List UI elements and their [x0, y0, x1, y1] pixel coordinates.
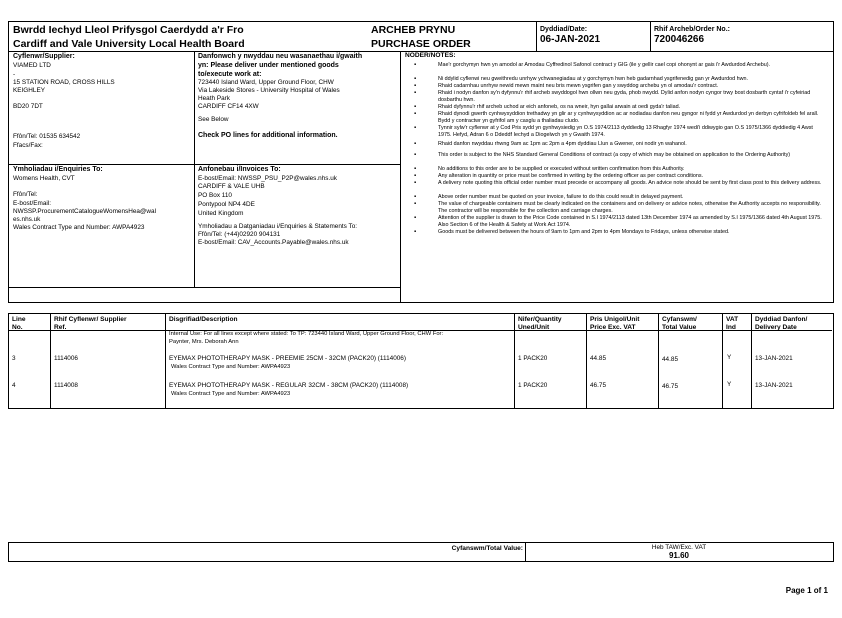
- note-text: No additions to this order are to be supplied or executed without written confirmation from this Authority.: [438, 166, 685, 172]
- note-text: Rhaid dynodi gwerth cynhwysyddion trethadwy yn glir ar y cynhwysyddion ac ar nodiadau danfon neu gyngor ni fydd yr Awdurdod yn derbyn cyfrifoldeb fel arall. Bydd y contractwr yn gyfrifol am y casglu a thaliadau cludo.: [438, 111, 819, 124]
- note-text: Goods must be delivered between the hours of 9am to 1pm and 2pm to 4pm Mondays to Fridays, unless otherwise stated.: [438, 229, 730, 235]
- enquiries-phone: Ffôn/Tel:: [13, 190, 38, 198]
- cell-delivery-date: 13-JAN-2021: [755, 355, 793, 362]
- column-header-total: [662, 316, 697, 332]
- cell-total: 46.75: [662, 383, 678, 390]
- note-text: Attention of the supplier is drawn to the Price Code contained in S.I 1974/2113 dated 13th December 1974 as amended by S.I 1975/1366 dated 4th August 1975. Also Section 6 of the Health & Safety at Work Act 1974.: [438, 215, 822, 228]
- note-text: The value of chargeable containers must be clearly indicated on the containers and on delivery or advice notes, otherwise the Authority accepts no responsibility. The contractor will be responsible for the collection and carriage charges.: [438, 201, 821, 214]
- bullet-icon: ▪: [414, 229, 417, 235]
- invoices-label: Anfonebau i/Invoices To:: [198, 166, 281, 173]
- column-divider: [722, 314, 723, 408]
- bullet-icon: ▪: [414, 166, 417, 172]
- note-item: [414, 125, 822, 138]
- cell-unit-price: 44.85: [590, 355, 606, 362]
- enquiries-name: Womens Health, CVT: [13, 174, 75, 182]
- delivery-heading-3: to/execute work at:: [198, 70, 262, 78]
- totals-box: [8, 542, 834, 562]
- invoices-town: Pontypool NP4 4DE: [198, 200, 255, 208]
- supplier-section: [13, 53, 191, 150]
- cell-vat: Y: [727, 381, 732, 388]
- bullet-icon: ▪: [414, 194, 417, 200]
- column-header-line-no: [12, 316, 26, 332]
- notes-section: [402, 52, 832, 286]
- note-item: [414, 62, 822, 69]
- column-header-delivery-date: [755, 316, 807, 332]
- note-item: [414, 194, 822, 201]
- delivery-address-3: Heath Park: [198, 95, 230, 103]
- statements-email[interactable]: E-bost/Email: CAV_Accounts.Payable@wales.nhs.uk: [198, 238, 349, 246]
- header-text: No.: [12, 324, 23, 331]
- column-header-vat: [726, 316, 738, 332]
- supplier-name: VIAMED LTD: [13, 61, 51, 69]
- bullet-icon: ▪: [414, 125, 417, 131]
- cell-description: EYEMAX PHOTOTHERAPY MASK - PREEMIE 25CM - 32CM (PACK20) (1114006): [169, 355, 406, 362]
- bullet-icon: ▪: [414, 104, 417, 110]
- cell-total: 44.85: [662, 356, 678, 363]
- organisation-name: [13, 23, 245, 51]
- header-text: VAT: [726, 316, 739, 323]
- header-text: Line: [12, 316, 26, 323]
- header-text: Rhif Cyflenwr/ Supplier: [54, 316, 127, 323]
- order-date: [540, 25, 600, 46]
- cell-line-no: 3: [12, 355, 16, 362]
- note-item: [414, 152, 822, 159]
- title-english: PURCHASE ORDER: [371, 38, 471, 50]
- delivery-heading-2: yn: Please deliver under mentioned goods: [198, 61, 339, 69]
- enquiries-email-2[interactable]: es.nhs.uk: [13, 215, 41, 223]
- column-divider: [514, 314, 515, 408]
- date-label: Dyddiad/Date:: [540, 26, 588, 33]
- divider: [650, 22, 651, 52]
- note-item: [414, 76, 822, 83]
- page-number: Page 1 of 1: [785, 586, 828, 595]
- note-text: Mae'r gorchymyn hwn yn amodol ar Amodau Cyffredinol Safonol contract y GIG (ile y gellir cael copi ohonynt ar gais i'r Awdurdod Archebu).: [438, 62, 771, 68]
- note-item: [414, 90, 822, 103]
- bullet-icon: ▪: [414, 201, 417, 207]
- cell-contract: Wales Contract Type and Number: AWPA4923: [171, 391, 291, 397]
- note-item: [414, 141, 822, 148]
- header-text: Pris Unigol/Unit: [590, 316, 640, 323]
- invoices-section: [198, 166, 398, 247]
- cell-unit-price: 46.75: [590, 382, 606, 389]
- exc-vat-label: Heb TAW/Exc. VAT: [651, 544, 707, 551]
- order-no-label: Rhif Archeb/Order No.:: [654, 26, 730, 33]
- note-text: This order is subject to the NHS Standard General Conditions of contract (a copy of which may be obtained on application to the Ordering Authority): [438, 152, 791, 158]
- cell-description: EYEMAX PHOTOTHERAPY MASK - REGULAR 32CM - 38CM (PACK20) (1114008): [169, 382, 409, 389]
- note-item: [414, 166, 822, 173]
- supplier-label: Cyflenwr/Supplier:: [13, 53, 75, 60]
- divider: [194, 52, 195, 288]
- header-text: Disgrifiad/Description: [169, 316, 238, 323]
- note-text: A delivery note quoting this official order number must precede or accompany all goods. An advice note should be sent by first class post to this delivery address.: [438, 180, 822, 186]
- note-item: [414, 201, 822, 214]
- enquiries-email-label: E-bost/Email:: [13, 199, 52, 207]
- notes-label: NODER/NOTES:: [405, 52, 456, 59]
- note-item: [414, 180, 822, 187]
- delivery-section: [198, 53, 398, 141]
- bullet-icon: ▪: [414, 90, 417, 96]
- invoices-po-box: PO Box 110: [198, 191, 232, 199]
- statements-phone: Ffôn/Tel: (+44)02920 904131: [198, 230, 281, 238]
- org-name-welsh: Bwrdd Iechyd Lleol Prifysgol Caerdydd a'r Fro: [13, 24, 244, 36]
- note-item: [414, 215, 822, 228]
- header-text: Price Exc. VAT: [590, 324, 636, 331]
- enquiries-email-1[interactable]: NWSSP.ProcurementCatalogueWomensHea@wal: [13, 207, 157, 215]
- header-text: Delivery Date: [755, 324, 797, 331]
- note-text: Any alteration in quantity or price must be confirmed in writing by the ordering officer as per contract conditions.: [438, 173, 704, 179]
- header-text: Nifer/Quantity: [518, 316, 562, 323]
- header-text: Ref.: [54, 324, 67, 331]
- order-no-value: 720046266: [654, 34, 705, 45]
- divider: [536, 22, 537, 52]
- supplier-fax: Ffacs/Fax:: [13, 141, 43, 149]
- bullet-icon: ▪: [414, 111, 417, 117]
- delivery-check-lines: Check PO lines for additional information.: [198, 132, 338, 140]
- date-value: 06-JAN-2021: [540, 34, 601, 45]
- column-divider: [658, 314, 659, 408]
- title-welsh: ARCHEB PRYNU: [371, 24, 456, 36]
- cell-line-no: 4: [12, 382, 16, 389]
- supplier-postcode: BD20 7DT: [13, 102, 43, 110]
- internal-use-line: Paynter, Mrs. Deborah Ann: [169, 338, 239, 345]
- order-number: [654, 25, 730, 46]
- cell-quantity: 1 PACK20: [518, 382, 548, 389]
- bullet-icon: ▪: [414, 62, 417, 68]
- column-divider: [165, 314, 166, 408]
- header-text: Ind: [726, 324, 736, 331]
- note-item: [414, 104, 822, 111]
- order-lines-table: [8, 313, 834, 409]
- delivery-address-1: 723440 Island Ward, Upper Ground Floor, CHW: [198, 79, 334, 87]
- supplier-dash: -: [13, 70, 16, 78]
- header-text: Uned/Unit: [518, 324, 550, 331]
- po-header: [8, 21, 834, 53]
- cell-supplier-ref: 1114006: [54, 355, 78, 362]
- total-value: 91.60: [668, 551, 690, 560]
- note-item: [414, 83, 822, 90]
- delivery-address-4: CARDIFF CF14 4XW: [198, 103, 259, 111]
- note-item: [414, 111, 822, 124]
- note-text: Rhaid danfon nwyddau rhwng 9am ac 1pm ac 2pm a 4pm dyddiau Llun a Gwener, oni nodir yn wahanol.: [438, 141, 687, 147]
- note-text: Rhaid i nodyn danfon sy'n dyfynnu'r rhif archeb swyddogol hwn ollwn neu gyda, phob nwydd. Dylid anfon nodyn cyngor trwy bost dosbarth cyntaf i'r cyfeiriad dosbarthu hwn.: [438, 90, 811, 103]
- delivery-address-2: Via Lakeside Stores - University Hospital of Wales: [198, 87, 340, 95]
- bullet-icon: ▪: [414, 215, 417, 221]
- bullet-icon: ▪: [414, 76, 417, 82]
- header-text: Total Value: [662, 324, 697, 331]
- total-value-label: Cyfanswm/Total Value:: [451, 545, 523, 552]
- divider: [9, 287, 400, 288]
- statements-label: Ymholiadau a Datganiadau i/Enquiries & Statements To:: [198, 222, 358, 230]
- supplier-phone: Ffôn/Tel: 01535 634542: [13, 132, 81, 140]
- bullet-icon: ▪: [414, 152, 417, 158]
- cell-quantity: 1 PACK20: [518, 355, 548, 362]
- delivery-heading-1: Danfonwch y nwyddau neu wasanaethau i/gwaith: [198, 53, 363, 60]
- document-title: [371, 23, 471, 51]
- bullet-icon: ▪: [414, 173, 417, 179]
- bullet-icon: ▪: [414, 180, 417, 186]
- note-item: [414, 229, 822, 236]
- divider: [400, 52, 401, 302]
- note-text: Above order number must be quoted on your invoice, failure to do this could result in delayed payment.: [438, 194, 684, 200]
- column-divider: [586, 314, 587, 408]
- internal-use-line: Internal Use: For all lines except where stated: To TP: 723440 Island Ward, Upper Ground Floor, CHW For:: [169, 331, 444, 337]
- internal-use-note: [169, 331, 443, 346]
- note-text: Tynnir sylw'r cyflenwr at y Cod Pris sydd yn gynhwysiedig yn O.S 1974/2113 dyddiedig 13 Rhagfyr 1974 wedi'i ddiwygio gan O.S 1975/1366 dyddiedig 4 Awst 1975. Hefyd, Adran 6 o Ddeddf Iechyd a Diogelwch yn y Gwaith 1974.: [438, 125, 813, 138]
- invoices-email[interactable]: E-bost/Email: NWSSP_PSU_P2P@wales.nhs.uk: [198, 174, 337, 182]
- header-text: Dyddiad Danfon/: [755, 316, 808, 323]
- delivery-see-below: See Below: [198, 116, 229, 124]
- invoices-name: CARDIFF & VALE UHB: [198, 182, 265, 190]
- cell-vat: Y: [727, 354, 732, 361]
- supplier-address-2: KEIGHLEY: [13, 86, 45, 94]
- bullet-icon: ▪: [414, 83, 417, 89]
- enquiries-section: [13, 166, 191, 232]
- column-divider: [751, 314, 752, 408]
- note-text: Rhaid dyfynnu'r rhif archeb uchod ar eich anfoneb, os na wneir, hyn gallai arwain at oedi gyda'r taliad.: [438, 104, 681, 110]
- column-header-description: [169, 316, 238, 324]
- column-header-supplier-ref: [54, 316, 127, 332]
- bullet-icon: ▪: [414, 141, 417, 147]
- invoices-country: United Kingdom: [198, 209, 244, 217]
- note-text: Ni ddylid cyflenwi neu gweithredu unrhyw ychwanegiadau at y gorchymyn hwn heb gadarnhad ysgrifenedig gan yr Awdurdod hwn.: [438, 76, 749, 82]
- header-text: Cyfanswm/: [662, 316, 697, 323]
- org-name-english: Cardiff and Vale University Local Health Board: [13, 38, 245, 50]
- order-details-box: [8, 51, 834, 303]
- note-item: [414, 173, 822, 180]
- enquiries-label: Ymholiadau i/Enquiries To:: [13, 166, 103, 173]
- supplier-address-1: 15 STATION ROAD, CROSS HILLS: [13, 78, 115, 86]
- column-divider: [50, 314, 51, 408]
- note-text: Rhaid cadarnhau unrhyw newid mewn maint neu bris mewn ysgrifen gan y swyddog archebu yn ol amodau'r contract.: [438, 83, 719, 89]
- column-header-unit-price: [590, 316, 639, 332]
- cell-contract: Wales Contract Type and Number: AWPA4923: [171, 364, 291, 370]
- divider: [9, 164, 400, 165]
- column-header-quantity: [518, 316, 562, 332]
- enquiries-contract: Wales Contract Type and Number: AWPA4923: [13, 223, 145, 231]
- cell-delivery-date: 13-JAN-2021: [755, 382, 793, 389]
- cell-supplier-ref: 1114008: [54, 382, 78, 389]
